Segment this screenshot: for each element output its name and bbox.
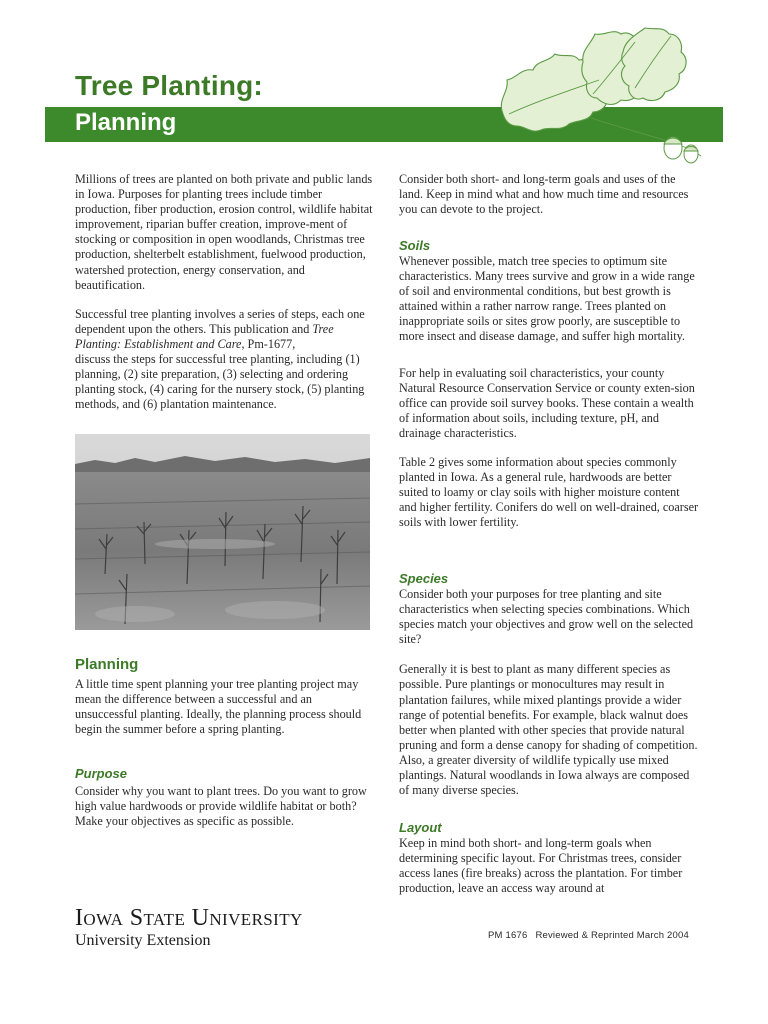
reprint-date: Reviewed & Reprinted March 2004 <box>535 930 689 941</box>
planning-paragraph: A little time spent planning your tree planting project may mean the difference between a successful and an unsuccessful planting. Ideally, the planning process should begin the summer before a spring planting. <box>75 677 362 737</box>
layout-section <box>399 836 699 896</box>
purpose-heading: Purpose <box>75 766 128 781</box>
publication-note <box>488 930 689 941</box>
publication-code: PM 1676 <box>488 930 528 941</box>
layout-paragraph: Keep in mind both short- and long-term goals when determining specific layout. For Christmas trees, consider access lanes (fire breaks) across the plantation. For timber production, leave an access way around at <box>399 836 683 896</box>
soils-paragraph-3: Table 2 gives some information about species commonly planted in Iowa. As a general rule, hardwoods are better suited to loamy or clay soils with higher moisture content and higher fertility. Conifers do well on well-drained, coarser soils with lower fertility. <box>399 455 699 530</box>
species-paragraph-2: Generally it is best to plant as many different species as possible. Pure plantings or monocultures may result in plantation failures, while mixed plantings provide a wider range of potential benefits. For example, black walnut does better when planted with other species that provide natural pruning and form a dense canopy for shading of competition. Also, a greater diversity of wildlife typically use mixed plantings. Natural woodlands in Iowa always are composed of many diverse species. <box>399 662 698 798</box>
soils-paragraph-1: Whenever possible, match tree species to optimum site characteristics. Many trees survive and grow in a wide range of soil and environmental conditions, but best growth is attained within a rather narrow range. Trees planted on inappropriate soils or sites grow poorly, are susceptible to more insect and disease damage, and suffer high mortality. <box>399 254 695 344</box>
layout-heading: Layout <box>399 820 442 835</box>
publication-title: Tree Planting: Establishment and Care <box>75 321 334 351</box>
planning-heading: Planning <box>75 656 139 673</box>
logo-subtitle: University Extension <box>75 932 211 949</box>
species-heading: Species <box>399 571 449 586</box>
species-paragraph-1: Consider both your purposes for tree planting and site characteristics when selecting species combinations. Which species match your objectives and grow well on the selected site? <box>399 587 694 647</box>
field-photo <box>75 434 370 630</box>
intro-paragraph-2-b: , Pm-1677, <box>241 336 296 351</box>
soils-paragraph-2: For help in evaluating soil characteristics, your county Natural Resource Conservation Service or county exten-sion office can provide soil survey books. These contain a wealth of information about soils, including texture, pH, and drainage characteristics. <box>399 365 695 440</box>
intro-column <box>75 172 375 412</box>
goals-paragraph: Consider both short- and long-term goals and uses of the land. Keep in mind what and how much time and resources you can devote to the project. <box>399 172 689 217</box>
logo-name: Iowa State University <box>75 905 303 931</box>
soils-heading: Soils <box>399 238 431 253</box>
page-subtitle: Planning <box>75 109 177 136</box>
planning-section <box>75 677 375 737</box>
intro-paragraph-1: Millions of trees are planted on both private and public lands in Iowa. Purposes for planting trees include timber production, fiber production, erosion control, wildlife habitat improvement, riparian buffer creation, improve-ment of stocking or composition in open woodlands, Christmas tree production, shelterbelt establishment, fuelwood production, watershed protection, energy conservation, and beautification. <box>75 172 373 292</box>
intro-paragraph-2 <box>75 307 375 413</box>
species-section <box>399 587 699 798</box>
purpose-paragraph: Consider why you want to plant trees. Do you want to grow high value hardwoods or provide wildlife habitat or both? Make your objectives as specific as possible. <box>75 784 367 829</box>
university-logo <box>75 905 303 951</box>
intro-paragraph-2-a: Successful tree planting involves a series of steps, each one dependent upon the others. This publication and <box>75 306 365 336</box>
page-title: Tree Planting: <box>75 70 263 101</box>
soils-section <box>399 254 699 531</box>
intro-paragraph-2-c: discuss the steps for successful tree planting, including (1) planning, (2) site preparation, (3) selecting and ordering planting stock, (4) caring for the nursery stock, (5) planting methods, and (6) plantation maintenance. <box>75 352 365 412</box>
oak-leaves-icon <box>495 22 710 170</box>
goals-section <box>399 172 699 217</box>
purpose-section <box>75 784 375 829</box>
